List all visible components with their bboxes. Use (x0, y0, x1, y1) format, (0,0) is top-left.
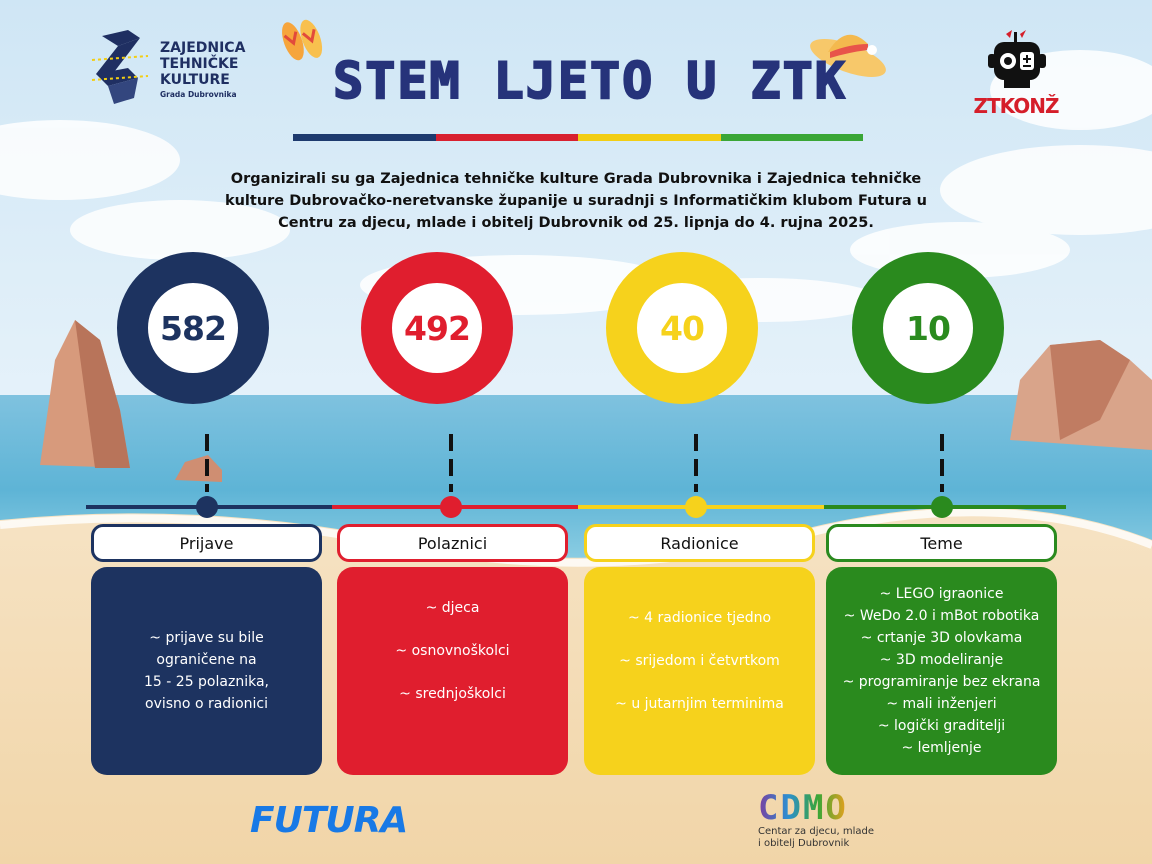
timeline-dot-radionice (685, 496, 707, 518)
timeline-dot-prijave (196, 496, 218, 518)
card-line: ~ LEGO igraonice (879, 586, 1004, 602)
org-name-line3: KULTURE (160, 72, 230, 88)
card-line: ~ 4 radionice tjedno (627, 610, 772, 626)
stat-value-polaznici: 492 (404, 308, 470, 348)
cdmo-logo-word (758, 790, 898, 826)
title-color-stripe (293, 134, 863, 141)
stat-ring-prijave (117, 252, 269, 404)
card-line: ~ WeDo 2.0 i mBot robotika (843, 608, 1040, 624)
card-polaznici (337, 567, 568, 775)
card-teme (826, 567, 1057, 775)
label-radionice: Radionice (584, 524, 815, 562)
timeline-dot-polaznici (440, 496, 462, 518)
stripe-blue (293, 134, 436, 141)
futura-logo: FUTURA (250, 800, 408, 841)
ztk-logo (88, 28, 268, 108)
card-line: ~ 3D modeliranje (879, 652, 1004, 668)
ztkonz-logo (966, 28, 1066, 128)
ztk-logo-mark-icon (88, 28, 154, 108)
label-prijave: Prijave (91, 524, 322, 562)
card-line: ograničene na (156, 652, 257, 668)
cdmo-letters: CDMO (758, 788, 848, 828)
page-title: STEM LJETO U ZTK (333, 52, 847, 110)
card-line: ~ djeca (425, 600, 480, 616)
org-name-line2: TEHNIČKE (160, 56, 239, 72)
stripe-green (721, 134, 864, 141)
connector-radionice (694, 434, 698, 492)
card-line: ~ logički graditelji (877, 718, 1006, 734)
label-teme: Teme (826, 524, 1057, 562)
stripe-yellow (578, 134, 721, 141)
ztkonz-logo-text: ZTKONŽ (973, 94, 1059, 118)
cdmo-subtitle-line2: i obitelj Dubrovnik (758, 838, 850, 849)
intro-line: Organizirali su ga Zajednica tehničke kulture Grada Dubrovnika i Zajednica tehničke (230, 171, 922, 187)
card-line: ~ crtanje 3D olovkama (860, 630, 1023, 646)
card-line: ~ osnovnoškolci (395, 643, 510, 659)
stat-value-teme: 10 (906, 308, 950, 348)
card-line: ~ lemljenje (901, 740, 982, 756)
connector-prijave (205, 434, 209, 492)
card-radionice (584, 567, 815, 775)
stat-ring-teme (852, 252, 1004, 404)
card-line: ovisno o radionici (145, 696, 268, 712)
card-line: 15 - 25 polaznika, (144, 674, 269, 690)
card-line: ~ prijave su bile (149, 630, 264, 646)
intro-line: Centru za djecu, mlade i obitelj Dubrovnik od 25. lipnja do 4. rujna 2025. (278, 215, 874, 231)
stat-ring-radionice (606, 252, 758, 404)
card-line: ~ mali inženjeri (886, 696, 997, 712)
stripe-red (436, 134, 579, 141)
stat-value-prijave: 582 (160, 308, 226, 348)
intro-line: kulture Dubrovačko-neretvanske županije u suradnji s Informatičkim klubom Futura u (224, 193, 928, 209)
card-line: ~ programiranje bez ekrana (842, 674, 1041, 690)
card-line: ~ u jutarnjim terminima (615, 696, 784, 712)
timeline-dot-teme (931, 496, 953, 518)
cdmo-subtitle-line1: Centar za djecu, mlade (758, 826, 874, 837)
connector-teme (940, 434, 944, 492)
org-name-line1: ZAJEDNICA (160, 40, 246, 56)
card-line: ~ srijedom i četvrtkom (619, 653, 780, 669)
connector-polaznici (449, 434, 453, 492)
card-line: ~ srednjoškolci (399, 686, 506, 702)
cdmo-logo (758, 790, 898, 850)
stat-value-radionice: 40 (660, 308, 704, 348)
label-polaznici: Polaznici (337, 524, 568, 562)
robot-icon (966, 28, 1066, 98)
card-prijave (91, 567, 322, 775)
intro-text (220, 168, 932, 234)
org-name-line4: Grada Dubrovnika (160, 90, 237, 99)
stat-ring-polaznici (361, 252, 513, 404)
